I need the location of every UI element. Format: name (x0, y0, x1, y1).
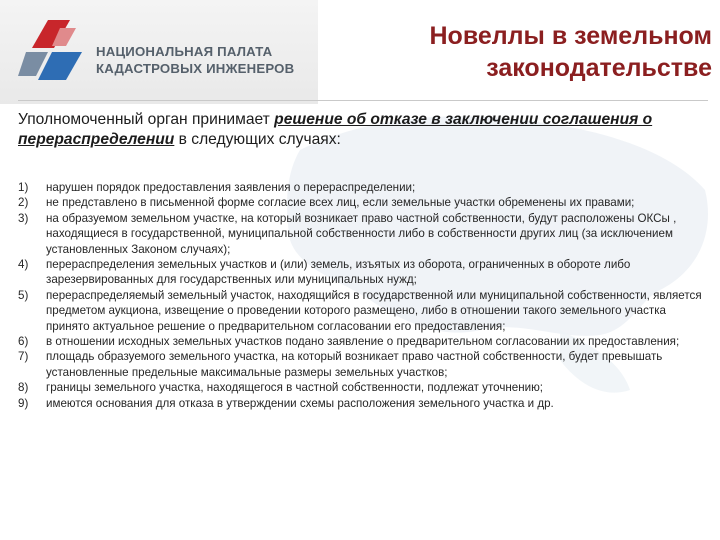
intro-text-start: Уполномоченный орган принимает (18, 111, 275, 128)
slide-title-line2: законодательстве (486, 54, 712, 82)
list-text: перераспределяемый земельный участок, находящийся в государственной или муниципальной собственности, является предметом аукциона, извещение о проведении которого размещено, либо в отношении такого земельного участка принято актуальное решение о предварительном согласовании его предоставления; (46, 288, 702, 333)
header-divider (18, 100, 708, 101)
list-number: 1) (18, 181, 29, 194)
intro-emphasis: решение об отказе в заключении соглашения о перераспределении (18, 111, 653, 148)
list-item (18, 288, 704, 334)
intro-paragraph (18, 110, 708, 150)
list-text: перераспределения земельных участков и (или) земель, изъятых из оборота, ограниченных в обороте либо зарезервированных для государственных или муниципальных нужд; (46, 258, 631, 287)
reasons-list (18, 180, 704, 411)
list-item (18, 211, 704, 257)
list-number: 9) (18, 396, 29, 410)
header (0, 0, 720, 104)
list-number: 4) (18, 258, 29, 272)
logo-icon (18, 18, 84, 84)
list-text: на образуемом земельном участке, на который возникает право частной собственности, будут расположены ОКСы , находящиеся в государственной, муниципальной собственности либо в собственности других лиц (за исключением установленных Законом случаях); (46, 211, 677, 256)
list-item (18, 396, 704, 411)
list-item (18, 380, 704, 395)
list-item (18, 195, 704, 210)
list-text: площадь образуемого земельного участка, на который возникает право частной собственности, будет превышать установленные предельные максимальные размеры земельных участков; (46, 350, 663, 379)
list-text: не представлено в письменной форме согласие всех лиц, если земельные участки обременены их правами; (46, 196, 635, 210)
list-text: границы земельного участка, находящегося в частной собственности, подлежат уточнению; (46, 381, 544, 395)
list-item (18, 349, 704, 380)
logo-panel (0, 0, 318, 104)
list-number: 7) (18, 350, 29, 364)
list-text: имеются основания для отказа в утверждении схемы расположения земельного участка и др. (46, 396, 554, 410)
list-item (18, 180, 704, 195)
org-name-line1: НАЦИОНАЛЬНАЯ ПАЛАТА (96, 44, 273, 59)
slide-title-line1: Новеллы в земельном (429, 22, 712, 50)
list-number: 2) (18, 196, 29, 210)
slide-title (352, 20, 712, 84)
list-item (18, 334, 704, 349)
list-number: 5) (18, 288, 29, 302)
list-number: 3) (18, 211, 29, 225)
list-text: в отношении исходных земельных участков подано заявление о предварительном согласовании их предоставления; (46, 335, 680, 349)
list-number: 6) (18, 335, 29, 349)
org-name (96, 43, 316, 77)
org-name-line2: КАДАСТРОВЫХ ИНЖЕНЕРОВ (96, 61, 295, 76)
list-text: нарушен порядок предоставления заявления о перераспределении; (46, 181, 416, 194)
list-item (18, 257, 704, 288)
list-number: 8) (18, 381, 29, 395)
intro-text-end: в следующих случаях: (174, 131, 341, 148)
